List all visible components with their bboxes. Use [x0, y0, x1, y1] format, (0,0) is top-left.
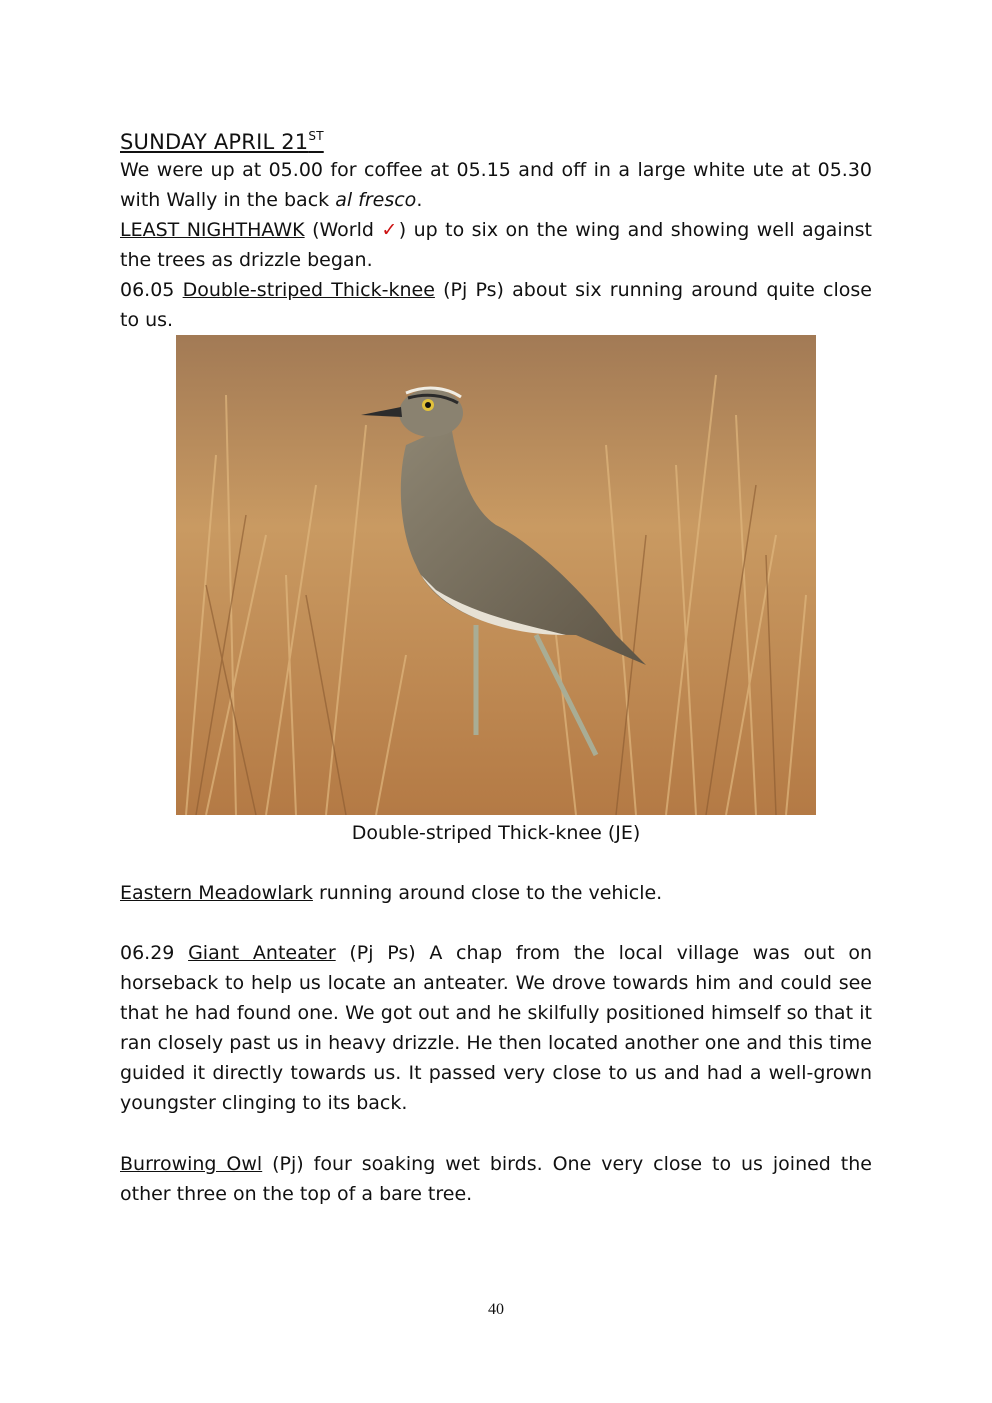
paragraph-text: (Pj Ps) A chap from the local village was out on horseback to help us locate an anteater. We drove towards him and could see that he had found one. We got out and he skilfully positioned himself so that it ran closely past us in heavy drizzle. He then located another one and this time guided it directly towards us. It passed very close to us and had a well-grown youngster clinging to its back.	[120, 942, 873, 1114]
heading-text: SUNDAY APRIL 21	[120, 130, 309, 154]
species-name: Burrowing Owl	[120, 1153, 263, 1175]
paragraph-text: (World	[304, 219, 382, 241]
species-name: LEAST NIGHTHAWK	[120, 219, 305, 241]
thick-knee-photo	[176, 335, 816, 815]
paragraph-anteater	[120, 938, 872, 1118]
species-name: Double-striped Thick-knee	[182, 279, 435, 301]
paragraph-end: .	[416, 189, 423, 211]
photo-caption: Double-striped Thick-knee (JE)	[351, 822, 641, 844]
paragraph-thick-knee	[120, 275, 872, 335]
heading-ordinal-suffix: ST	[308, 129, 324, 143]
species-name: Eastern Meadowlark	[120, 882, 313, 904]
italic-term: al fresco	[335, 189, 417, 211]
world-tick-icon: ✓	[381, 219, 399, 241]
species-name: Giant Anteater	[188, 942, 336, 964]
page-number: 40	[488, 1301, 504, 1318]
paragraph-morning	[120, 155, 872, 215]
day-heading	[120, 120, 324, 158]
paragraph-text: (Pj) four soaking wet birds. One very close to us joined the other three on the top of a bare tree.	[120, 1153, 872, 1205]
paragraph-nighthawk	[120, 215, 872, 275]
paragraph-burrowing-owl	[120, 1149, 872, 1209]
paragraph-meadowlark	[120, 878, 872, 908]
paragraph-text: running around close to the vehicle.	[312, 882, 663, 904]
time-stamp: 06.05	[120, 279, 183, 301]
time-stamp: 06.29	[120, 942, 189, 964]
paragraph-text: ) up to six on the wing and showing well against the trees as drizzle began.	[120, 219, 872, 271]
paragraph-text: (Pj Ps) about six running around quite close to us.	[120, 279, 872, 331]
bird-illustration	[176, 335, 816, 815]
paragraph-text: We were up at 05.00 for coffee at 05.15 and off in a large white ute at 05.30 with Wally in the back	[120, 159, 872, 211]
